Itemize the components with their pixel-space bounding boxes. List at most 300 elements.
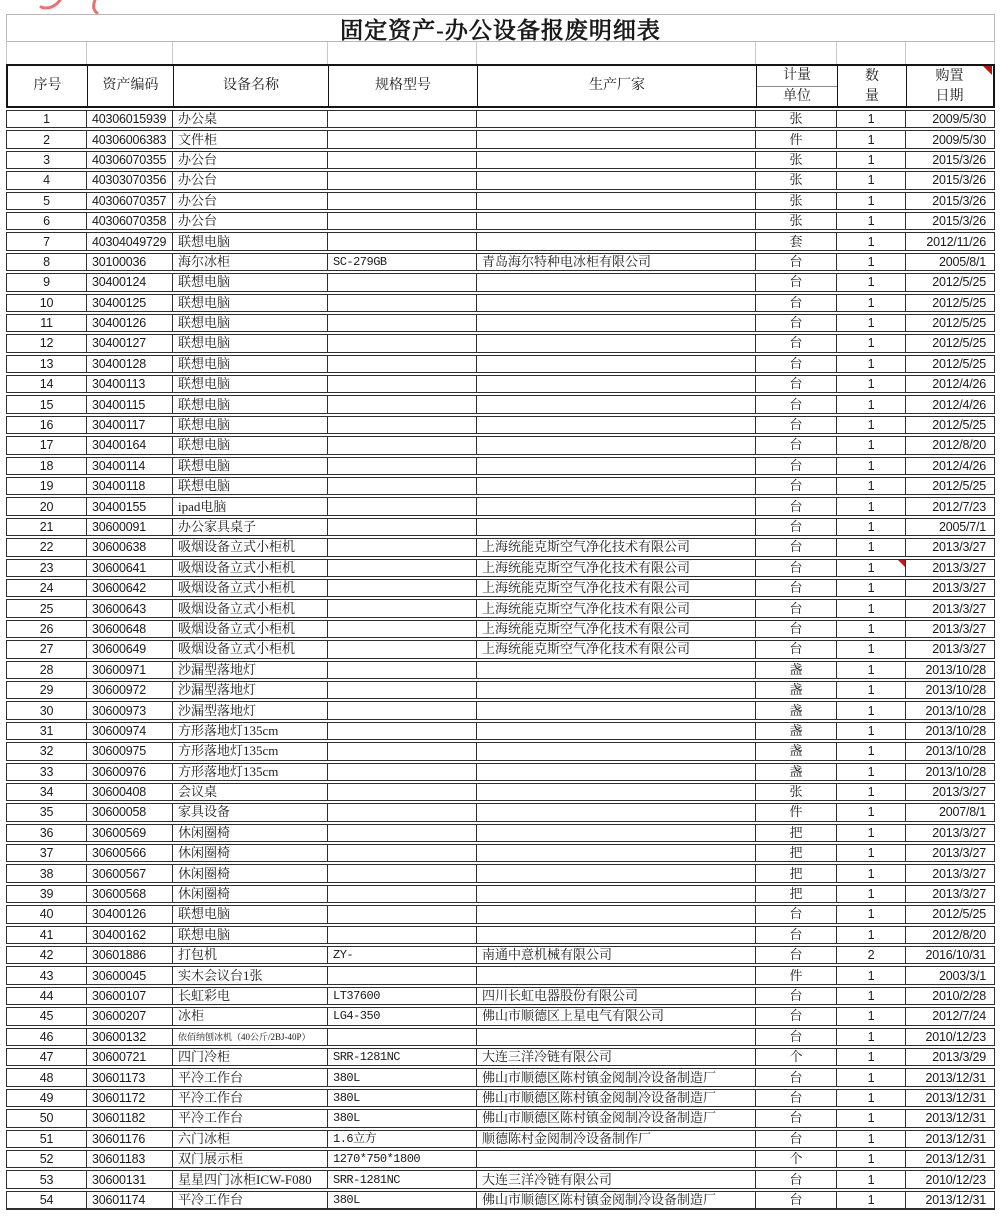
cell-asset-code: 30400128 xyxy=(87,356,173,372)
cell-asset-code: 30600971 xyxy=(87,662,173,678)
table-row xyxy=(6,1170,995,1188)
cell-unit: 台 xyxy=(756,600,837,616)
cell-asset-code: 30400126 xyxy=(87,315,173,331)
cell-quantity: 1 xyxy=(837,356,906,372)
cell-equipment-name: 会议桌 xyxy=(173,784,328,800)
cell-spec-model xyxy=(328,784,477,800)
cell-quantity: 1 xyxy=(837,600,906,616)
cell-no: 17 xyxy=(7,437,87,453)
cell-quantity: 1 xyxy=(837,702,906,718)
cell-equipment-name: 吸烟设备立式小柜机 xyxy=(173,560,328,576)
cell-manufacturer: 上海统能克斯空气净化技术有限公司 xyxy=(477,539,756,555)
cell-asset-code: 30400114 xyxy=(87,458,173,474)
cell-purchase-date: 2012/8/20 xyxy=(932,438,986,453)
cell-manufacturer: 大连三洋冷链有限公司 xyxy=(477,1049,756,1065)
cell-no: 50 xyxy=(7,1110,87,1126)
cell-spec-model xyxy=(328,702,477,718)
cell-asset-code: 40303070356 xyxy=(87,172,173,188)
cell-equipment-name: ipad电脑 xyxy=(173,498,328,514)
cell-unit: 台 xyxy=(756,947,837,963)
cell-no: 34 xyxy=(7,784,87,800)
cell-purchase-date: 2013/3/27 xyxy=(932,642,986,657)
cell-no: 2 xyxy=(7,131,87,147)
cell-manufacturer: 佛山市顺德区上星电气有限公司 xyxy=(477,1008,756,1024)
cell-unit: 台 xyxy=(756,437,837,453)
cell-unit: 张 xyxy=(756,193,837,209)
cell-equipment-name: 方形落地灯135cm xyxy=(173,743,328,759)
cell-unit: 台 xyxy=(756,315,837,331)
cell-unit: 台 xyxy=(756,560,837,576)
table-row xyxy=(6,253,995,271)
header-equipment-name: 设备名称 xyxy=(174,66,329,106)
cell-equipment-name: 联想电脑 xyxy=(173,376,328,392)
cell-equipment-name: 沙漏型落地灯 xyxy=(173,662,328,678)
cell-manufacturer: 上海统能克斯空气净化技术有限公司 xyxy=(477,641,756,657)
cell-spec-model xyxy=(328,274,477,290)
cell-asset-code: 30600131 xyxy=(87,1171,173,1187)
cell-no: 53 xyxy=(7,1171,87,1187)
cell-purchase-date: 2012/5/25 xyxy=(932,275,986,290)
cell-no: 30 xyxy=(7,702,87,718)
cell-quantity: 1 xyxy=(837,458,906,474)
cell-unit: 台 xyxy=(756,254,837,270)
cell-asset-code: 30600638 xyxy=(87,539,173,555)
cell-no: 44 xyxy=(7,988,87,1004)
cell-manufacturer xyxy=(477,906,756,922)
cell-quantity: 1 xyxy=(837,784,906,800)
table-row xyxy=(6,640,995,658)
cell-spec-model xyxy=(328,478,477,494)
cell-asset-code: 30600975 xyxy=(87,743,173,759)
cell-unit: 台 xyxy=(756,1192,837,1208)
table-row xyxy=(6,192,995,210)
table-row xyxy=(6,763,995,781)
table-row xyxy=(6,1007,995,1025)
cell-spec-model xyxy=(328,213,477,229)
cell-asset-code: 30600567 xyxy=(87,865,173,881)
cell-equipment-name: 吸烟设备立式小柜机 xyxy=(173,641,328,657)
cell-asset-code: 30600974 xyxy=(87,723,173,739)
cell-manufacturer xyxy=(477,519,756,535)
cell-purchase-date: 2003/3/1 xyxy=(938,968,986,983)
cell-asset-code: 30600643 xyxy=(87,600,173,616)
cell-quantity: 1 xyxy=(837,825,906,841)
table-row xyxy=(6,130,995,148)
cell-quantity: 1 xyxy=(837,1151,906,1167)
cell-spec-model xyxy=(328,865,477,881)
cell-asset-code: 40306070355 xyxy=(87,152,173,168)
cell-equipment-name: 吸烟设备立式小柜机 xyxy=(173,621,328,637)
cell-no: 43 xyxy=(7,967,87,983)
cell-no: 6 xyxy=(7,213,87,229)
cell-purchase-date: 2012/8/20 xyxy=(932,927,986,942)
table-row xyxy=(6,559,995,577)
cell-asset-code: 30600132 xyxy=(87,1029,173,1045)
cell-manufacturer xyxy=(477,1029,756,1045)
table-row xyxy=(6,538,995,556)
cell-asset-code: 30400155 xyxy=(87,498,173,514)
header-manufacturer: 生产厂家 xyxy=(478,66,757,106)
cell-unit: 台 xyxy=(756,1090,837,1106)
cell-quantity: 1 xyxy=(837,437,906,453)
cell-purchase-date: 2007/8/1 xyxy=(938,805,986,820)
cell-unit: 个 xyxy=(756,1151,837,1167)
cell-purchase-date: 2012/5/25 xyxy=(932,479,986,494)
cell-quantity: 1 xyxy=(837,539,906,555)
cell-asset-code: 30600721 xyxy=(87,1049,173,1065)
cell-purchase-date: 2013/3/29 xyxy=(932,1050,986,1065)
table-row xyxy=(6,701,995,719)
cell-equipment-name: 联想电脑 xyxy=(173,295,328,311)
cell-quantity: 1 xyxy=(837,295,906,311)
cell-purchase-date: 2015/3/26 xyxy=(932,214,986,229)
cell-asset-code: 30600642 xyxy=(87,580,173,596)
cell-asset-code: 30600091 xyxy=(87,519,173,535)
cell-manufacturer xyxy=(477,193,756,209)
table-row xyxy=(6,722,995,740)
cell-asset-code: 40306015939 xyxy=(87,111,173,127)
cell-purchase-date: 2012/7/23 xyxy=(932,499,986,514)
cell-purchase-date: 2012/11/26 xyxy=(926,234,986,249)
cell-asset-code: 30400117 xyxy=(87,417,173,433)
cell-unit: 张 xyxy=(756,784,837,800)
cell-quantity: 1 xyxy=(837,1171,906,1187)
cell-unit: 台 xyxy=(756,1131,837,1147)
cell-asset-code: 30601173 xyxy=(87,1069,173,1085)
cell-equipment-name: 平冷工作台 xyxy=(173,1069,328,1085)
cell-asset-code: 30600058 xyxy=(87,804,173,820)
cell-quantity: 1 xyxy=(837,1090,906,1106)
cell-spec-model xyxy=(328,376,477,392)
cell-purchase-date: 2013/12/31 xyxy=(925,1192,986,1207)
cell-unit: 件 xyxy=(756,804,837,820)
cell-purchase-date: 2013/3/27 xyxy=(932,846,986,861)
cell-manufacturer xyxy=(477,865,756,881)
cell-spec-model xyxy=(328,458,477,474)
table-row xyxy=(6,844,995,862)
cell-equipment-name: 联想电脑 xyxy=(173,335,328,351)
cell-quantity: 1 xyxy=(837,254,906,270)
cell-equipment-name: 联想电脑 xyxy=(173,233,328,249)
cell-spec-model: 380L xyxy=(328,1110,477,1126)
cell-manufacturer xyxy=(477,233,756,249)
cell-asset-code: 30600566 xyxy=(87,845,173,861)
cell-manufacturer xyxy=(477,845,756,861)
cell-purchase-date: 2012/5/25 xyxy=(932,356,986,371)
cell-spec-model xyxy=(328,315,477,331)
cell-spec-model: SRR-1281NC xyxy=(328,1171,477,1187)
cell-unit: 盏 xyxy=(756,702,837,718)
cell-purchase-date: 2013/12/31 xyxy=(925,1090,986,1105)
cell-no: 19 xyxy=(7,478,87,494)
cell-asset-code: 30400162 xyxy=(87,927,173,943)
cell-spec-model xyxy=(328,356,477,372)
cell-no: 18 xyxy=(7,458,87,474)
cell-equipment-name: 联想电脑 xyxy=(173,478,328,494)
cell-purchase-date: 2013/3/27 xyxy=(932,887,986,902)
cell-equipment-name: 联想电脑 xyxy=(173,437,328,453)
cell-manufacturer: 上海统能克斯空气净化技术有限公司 xyxy=(477,560,756,576)
table-row xyxy=(6,620,995,638)
cell-purchase-date: 2010/2/28 xyxy=(932,988,986,1003)
cell-asset-code: 30400164 xyxy=(87,437,173,453)
table-row xyxy=(6,864,995,882)
cell-unit: 台 xyxy=(756,539,837,555)
cell-purchase-date: 2010/12/23 xyxy=(925,1172,986,1187)
cell-quantity: 1 xyxy=(837,723,906,739)
cell-equipment-name: 办公台 xyxy=(173,152,328,168)
cell-quantity: 1 xyxy=(837,927,906,943)
cell-no: 31 xyxy=(7,723,87,739)
cell-asset-code: 30600568 xyxy=(87,886,173,902)
cell-manufacturer xyxy=(477,131,756,147)
cell-unit: 台 xyxy=(756,356,837,372)
cell-quantity: 1 xyxy=(837,865,906,881)
cell-purchase-date: 2009/5/30 xyxy=(932,132,986,147)
cell-spec-model xyxy=(328,967,477,983)
cell-asset-code: 30600408 xyxy=(87,784,173,800)
cell-no: 16 xyxy=(7,417,87,433)
cell-purchase-date: 2013/10/28 xyxy=(925,764,986,779)
table-row xyxy=(6,151,995,169)
cell-manufacturer xyxy=(477,804,756,820)
cell-no: 21 xyxy=(7,519,87,535)
cell-manufacturer: 青岛海尔特种电冰柜有限公司 xyxy=(477,254,756,270)
table-row xyxy=(6,885,995,903)
cell-equipment-name: 联想电脑 xyxy=(173,396,328,412)
cell-purchase-date: 2013/12/31 xyxy=(925,1070,986,1085)
cell-no: 52 xyxy=(7,1151,87,1167)
cell-manufacturer: 上海统能克斯空气净化技术有限公司 xyxy=(477,580,756,596)
cell-equipment-name: 办公台 xyxy=(173,172,328,188)
cell-equipment-name: 平冷工作台 xyxy=(173,1110,328,1126)
cell-asset-code: 30600569 xyxy=(87,825,173,841)
cell-quantity: 1 xyxy=(837,1069,906,1085)
cell-equipment-name: 四门冷柜 xyxy=(173,1049,328,1065)
table-row xyxy=(6,1028,995,1046)
cell-asset-code: 30600107 xyxy=(87,988,173,1004)
cell-no: 24 xyxy=(7,580,87,596)
cell-no: 41 xyxy=(7,927,87,943)
cell-unit: 盏 xyxy=(756,743,837,759)
cell-purchase-date: 2013/12/31 xyxy=(925,1152,986,1167)
table-row xyxy=(6,436,995,454)
cell-spec-model xyxy=(328,417,477,433)
cell-purchase-date: 2012/5/25 xyxy=(932,907,986,922)
table-row xyxy=(6,987,995,1005)
cell-equipment-name: 平冷工作台 xyxy=(173,1192,328,1208)
cell-asset-code: 30601182 xyxy=(87,1110,173,1126)
cell-equipment-name: 双门展示柜 xyxy=(173,1151,328,1167)
cell-quantity: 1 xyxy=(837,274,906,290)
cell-no: 5 xyxy=(7,193,87,209)
cell-equipment-name: 打包机 xyxy=(173,947,328,963)
table-row xyxy=(6,212,995,230)
cell-unit: 盏 xyxy=(756,662,837,678)
cell-unit: 套 xyxy=(756,233,837,249)
cell-unit: 张 xyxy=(756,111,837,127)
table-row xyxy=(6,905,995,923)
table-row xyxy=(6,497,995,515)
cell-manufacturer: 南通中意机械有限公司 xyxy=(477,947,756,963)
cell-unit: 台 xyxy=(756,906,837,922)
cell-no: 40 xyxy=(7,906,87,922)
cell-asset-code: 30600648 xyxy=(87,621,173,637)
cell-equipment-name: 吸烟设备立式小柜机 xyxy=(173,580,328,596)
cell-no: 28 xyxy=(7,662,87,678)
cell-spec-model xyxy=(328,682,477,698)
table-row xyxy=(6,314,995,332)
cell-quantity: 1 xyxy=(837,498,906,514)
cell-spec-model xyxy=(328,764,477,780)
cell-spec-model xyxy=(328,539,477,555)
cell-spec-model xyxy=(328,927,477,943)
table-row xyxy=(6,1068,995,1086)
table-row xyxy=(6,926,995,944)
cell-manufacturer xyxy=(477,764,756,780)
cell-equipment-name: 沙漏型落地灯 xyxy=(173,702,328,718)
cell-manufacturer xyxy=(477,702,756,718)
table-row xyxy=(6,1191,995,1210)
table-row xyxy=(6,1048,995,1066)
cell-quantity: 1 xyxy=(837,396,906,412)
cell-spec-model xyxy=(328,335,477,351)
cell-no: 48 xyxy=(7,1069,87,1085)
cell-quantity: 1 xyxy=(837,967,906,983)
table-row xyxy=(6,599,995,617)
cell-no: 23 xyxy=(7,560,87,576)
cell-asset-code: 30601886 xyxy=(87,947,173,963)
cell-purchase-date: 2013/10/28 xyxy=(925,723,986,738)
cell-no: 36 xyxy=(7,825,87,841)
cell-purchase-date: 2013/3/27 xyxy=(932,540,986,555)
cell-manufacturer xyxy=(477,295,756,311)
cell-spec-model xyxy=(328,498,477,514)
cell-quantity: 1 xyxy=(837,1131,906,1147)
cell-equipment-name: 联想电脑 xyxy=(173,417,328,433)
cell-equipment-name: 休闲圈椅 xyxy=(173,865,328,881)
header-no: 序号 xyxy=(8,66,88,106)
cell-asset-code: 30100036 xyxy=(87,254,173,270)
cell-no: 51 xyxy=(7,1131,87,1147)
cell-manufacturer: 佛山市顺德区陈村镇金阅制冷设备制造厂 xyxy=(477,1090,756,1106)
cell-manufacturer: 上海统能克斯空气净化技术有限公司 xyxy=(477,621,756,637)
cell-unit: 台 xyxy=(756,274,837,290)
cell-unit: 盏 xyxy=(756,682,837,698)
cell-spec-model: LT37600 xyxy=(328,988,477,1004)
table-row xyxy=(6,457,995,475)
cell-unit: 件 xyxy=(756,131,837,147)
cell-asset-code: 40306070357 xyxy=(87,193,173,209)
cell-unit: 台 xyxy=(756,335,837,351)
cell-asset-code: 30600649 xyxy=(87,641,173,657)
cell-no: 47 xyxy=(7,1049,87,1065)
cell-asset-code: 30400113 xyxy=(87,376,173,392)
cell-asset-code: 30400115 xyxy=(87,396,173,412)
cell-unit: 张 xyxy=(756,172,837,188)
cell-no: 11 xyxy=(7,315,87,331)
empty-grid-row xyxy=(6,42,995,64)
cell-asset-code: 30601183 xyxy=(87,1151,173,1167)
cell-spec-model xyxy=(328,152,477,168)
cell-unit: 台 xyxy=(756,988,837,1004)
asset-scrap-table xyxy=(6,64,995,1210)
cell-equipment-name: 六门冰柜 xyxy=(173,1131,328,1147)
cell-no: 42 xyxy=(7,947,87,963)
cell-quantity: 1 xyxy=(837,1049,906,1065)
cell-quantity: 1 xyxy=(837,519,906,535)
cell-spec-model xyxy=(328,295,477,311)
cell-asset-code: 40306070358 xyxy=(87,213,173,229)
table-row xyxy=(6,681,995,699)
cell-purchase-date: 2013/3/27 xyxy=(932,621,986,636)
cell-quantity: 1 xyxy=(837,560,906,576)
cell-spec-model xyxy=(328,906,477,922)
cell-purchase-date: 2013/3/27 xyxy=(932,560,986,575)
cell-asset-code: 30400125 xyxy=(87,295,173,311)
cell-no: 26 xyxy=(7,621,87,637)
cell-quantity: 1 xyxy=(837,682,906,698)
cell-asset-code: 30400126 xyxy=(87,906,173,922)
cell-purchase-date: 2005/7/1 xyxy=(938,520,986,534)
cell-purchase-date: 2016/10/31 xyxy=(925,948,986,963)
cell-spec-model xyxy=(328,437,477,453)
cell-manufacturer xyxy=(477,662,756,678)
cell-spec-model xyxy=(328,233,477,249)
cell-manufacturer xyxy=(477,437,756,453)
cell-no: 15 xyxy=(7,396,87,412)
cell-equipment-name: 方形落地灯135cm xyxy=(173,764,328,780)
cell-quantity: 1 xyxy=(837,743,906,759)
cell-equipment-name: 联想电脑 xyxy=(173,927,328,943)
cell-spec-model: 380L xyxy=(328,1192,477,1208)
cell-purchase-date: 2013/3/27 xyxy=(932,866,986,881)
cell-unit: 台 xyxy=(756,1069,837,1085)
header-quantity: 数 量 xyxy=(838,66,907,106)
cell-no: 22 xyxy=(7,539,87,555)
cell-purchase-date: 2013/3/27 xyxy=(932,581,986,596)
table-row xyxy=(6,110,995,128)
page-title: 固定资产-办公设备报废明细表 xyxy=(340,17,661,43)
table-row xyxy=(6,294,995,312)
cell-unit: 台 xyxy=(756,1171,837,1187)
cell-no: 37 xyxy=(7,845,87,861)
cell-quantity: 1 xyxy=(837,1110,906,1126)
cell-unit: 台 xyxy=(756,396,837,412)
cell-unit: 台 xyxy=(756,1110,837,1126)
cell-asset-code: 40306006383 xyxy=(87,131,173,147)
cell-purchase-date: 2012/7/24 xyxy=(932,1009,986,1024)
cell-spec-model xyxy=(328,519,477,535)
cell-quantity: 2 xyxy=(837,947,906,963)
cell-purchase-date: 2012/5/25 xyxy=(932,418,986,433)
cell-no: 8 xyxy=(7,254,87,270)
cell-unit: 张 xyxy=(756,213,837,229)
sheet-title-cell xyxy=(6,14,995,42)
cell-no: 39 xyxy=(7,886,87,902)
cell-spec-model xyxy=(328,131,477,147)
cell-no: 10 xyxy=(7,295,87,311)
cell-quantity: 1 xyxy=(837,315,906,331)
table-row xyxy=(6,518,995,536)
cell-purchase-date: 2012/5/25 xyxy=(932,336,986,351)
cell-manufacturer: 大连三洋冷链有限公司 xyxy=(477,1171,756,1187)
cell-quantity: 1 xyxy=(837,1192,906,1208)
cell-no: 9 xyxy=(7,274,87,290)
cell-equipment-name: 长虹彩电 xyxy=(173,988,328,1004)
cell-manufacturer xyxy=(477,111,756,127)
cell-quantity: 1 xyxy=(837,335,906,351)
